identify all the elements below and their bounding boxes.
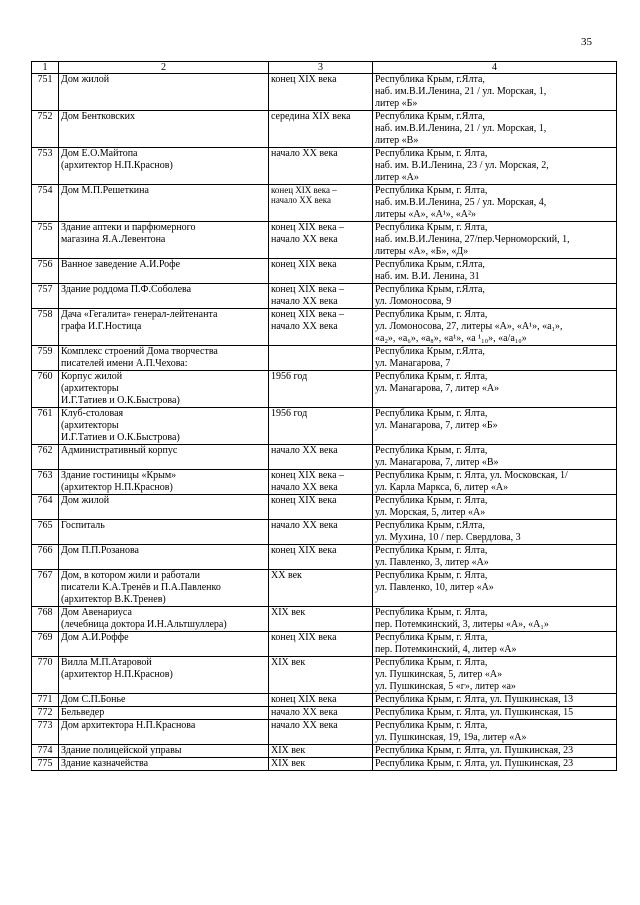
address-line: ул. Манагарова, 7, литер «Б» [375, 420, 498, 431]
period-cell [269, 745, 373, 758]
object-name-line: (архитекторы [61, 420, 119, 431]
object-name-cell [59, 371, 269, 408]
address-cell [373, 185, 617, 222]
object-name-cell [59, 470, 269, 495]
table-row [32, 720, 617, 745]
address-cell [373, 346, 617, 371]
header-cell: 4 [373, 62, 617, 74]
period-cell [269, 657, 373, 694]
period-cell [269, 185, 373, 222]
period-cell [269, 111, 373, 148]
period-cell [269, 707, 373, 720]
address-line: ул. Карла Маркса, 6, литер «А» [375, 482, 509, 493]
table-row [32, 694, 617, 707]
header-cell: 3 [269, 62, 373, 74]
object-name-line: Комплекс строений Дома творчества [61, 346, 218, 357]
object-name-line: писателей имени А.П.Чехова: [61, 358, 188, 369]
period-cell [269, 74, 373, 111]
row-number: 771 [32, 694, 59, 707]
address-line: Республика Крым, г.Ялта, [375, 111, 485, 122]
object-name-line: магазина Я.А.Левентона [61, 234, 166, 245]
period-cell [269, 720, 373, 745]
address-line: Республика Крым, г. Ялта, [375, 222, 488, 233]
table-row [32, 222, 617, 259]
address-line: Республика Крым, г. Ялта, ул. Пушкинская, 23 [375, 758, 574, 769]
monuments-table [31, 61, 617, 771]
period-cell [269, 445, 373, 470]
object-name-line: Корпус жилой [61, 371, 123, 382]
row-number: 774 [32, 745, 59, 758]
table-row [32, 632, 617, 657]
row-number: 773 [32, 720, 59, 745]
address-line: наб. им.В.И.Ленина, 27/пер.Черноморский, 1, [375, 234, 570, 245]
address-cell [373, 745, 617, 758]
row-number: 766 [32, 545, 59, 570]
object-name-line: Клуб-столовая [61, 408, 124, 419]
period-line: начало XX века [271, 520, 338, 531]
period-line: конец XIX века [271, 632, 337, 643]
object-name-cell [59, 222, 269, 259]
address-line: «а₂», «а₆», «а₈», «а¹», «а ¹₁₀», «а/а₁₀» [375, 333, 527, 344]
object-name-cell [59, 758, 269, 771]
object-name-cell [59, 545, 269, 570]
object-name-line: Дом С.П.Боньe [61, 694, 126, 705]
object-name-cell [59, 632, 269, 657]
period-cell [269, 694, 373, 707]
table-row [32, 408, 617, 445]
address-line: ул. Ломоносова, 9 [375, 296, 452, 307]
period-line: конец XIX века [271, 259, 337, 270]
address-cell [373, 545, 617, 570]
period-line: XIX век [271, 657, 306, 668]
period-line: конец XIX века [271, 74, 337, 85]
period-line: XX век [271, 570, 302, 581]
object-name-line: (архитектор В.К.Тренев) [61, 594, 166, 605]
object-name-line: Госпиталь [61, 520, 105, 531]
period-line: начало XX века [271, 445, 338, 456]
period-line: XIX век [271, 607, 306, 618]
object-name-line: Дом Авенариуса [61, 607, 132, 618]
object-name-cell [59, 607, 269, 632]
address-cell [373, 720, 617, 745]
address-line: литеры «А», «А¹», «А²» [375, 209, 477, 220]
header-cell: 2 [59, 62, 269, 74]
object-name-cell [59, 570, 269, 607]
object-name-line: И.Г.Татиев и О.К.Быстрова) [61, 432, 180, 443]
period-cell [269, 346, 373, 371]
row-number: 767 [32, 570, 59, 607]
object-name-cell [59, 111, 269, 148]
object-name-line: (архитектор Н.П.Краснов) [61, 669, 173, 680]
row-number: 753 [32, 148, 59, 185]
address-cell [373, 470, 617, 495]
address-line: Республика Крым, г. Ялта, ул. Пушкинская, 23 [375, 745, 574, 756]
object-name-cell [59, 259, 269, 284]
address-line: Республика Крым, г.Ялта, [375, 74, 485, 85]
address-line: наб. им.В.И.Ленина, 25 / ул. Морская, 4, [375, 197, 547, 208]
period-line: середина XIX века [271, 111, 351, 122]
object-name-line: (архитектор Н.П.Краснов) [61, 482, 173, 493]
object-name-cell [59, 148, 269, 185]
object-name-line: Административный корпус [61, 445, 178, 456]
address-line: литер «Б» [375, 98, 418, 109]
address-cell [373, 111, 617, 148]
period-line: 1956 год [271, 371, 308, 382]
period-cell [269, 259, 373, 284]
table-row [32, 545, 617, 570]
period-line: конец XIX века [271, 545, 337, 556]
object-name-line: Дом М.П.Решеткина [61, 185, 149, 196]
object-name-cell [59, 495, 269, 520]
object-name-cell [59, 694, 269, 707]
address-line: Республика Крым, г. Ялта, [375, 148, 488, 159]
address-line: наб. им. В.И. Ленина, 31 [375, 271, 480, 282]
table-row [32, 309, 617, 346]
address-cell [373, 694, 617, 707]
table-row [32, 495, 617, 520]
period-cell [269, 371, 373, 408]
period-line: начало XX века [271, 720, 338, 731]
period-line: начало XX века [271, 296, 338, 307]
object-name-line: Дом, в котором жили и работали [61, 570, 200, 581]
address-cell [373, 309, 617, 346]
address-line: Республика Крым, г. Ялта, [375, 545, 488, 556]
address-line: ул. Манагарова, 7, литер «В» [375, 457, 499, 468]
address-cell [373, 259, 617, 284]
address-line: наб. им.В.И.Ленина, 21 / ул. Морская, 1, [375, 86, 547, 97]
row-number: 770 [32, 657, 59, 694]
object-name-line: (архитекторы [61, 383, 119, 394]
row-number: 757 [32, 284, 59, 309]
period-cell [269, 408, 373, 445]
period-line: начало XX века [271, 321, 338, 332]
object-name-line: Здание роддома П.Ф.Соболева [61, 284, 192, 295]
address-line: Республика Крым, г.Ялта, [375, 284, 485, 295]
object-name-line: Здание казначейства [61, 758, 149, 769]
object-name-line: писатели К.А.Тренёв и П.А.Павленко [61, 582, 221, 593]
page-number: 35 [581, 36, 592, 48]
object-name-line: Дом П.П.Розанова [61, 545, 139, 556]
period-line: конец XIX века – [271, 470, 345, 481]
address-line: Республика Крым, г. Ялта, [375, 570, 488, 581]
object-name-line: Дом Бентковских [61, 111, 136, 122]
address-line: Республика Крым, г. Ялта, [375, 495, 488, 506]
object-name-line: Дом А.И.Роффе [61, 632, 129, 643]
object-name-cell [59, 346, 269, 371]
period-cell [269, 632, 373, 657]
object-name-cell [59, 185, 269, 222]
object-name-line: Здание гостиницы «Крым» [61, 470, 177, 481]
address-line: Республика Крым, г. Ялта, ул. Пушкинская, 13 [375, 694, 574, 705]
row-number: 772 [32, 707, 59, 720]
address-cell [373, 707, 617, 720]
row-number: 752 [32, 111, 59, 148]
object-name-cell [59, 284, 269, 309]
address-line: Республика Крым, г. Ялта, [375, 657, 488, 668]
address-cell [373, 570, 617, 607]
period-cell [269, 222, 373, 259]
object-name-line: Здание аптеки и парфюмерного [61, 222, 196, 233]
object-name-cell [59, 309, 269, 346]
object-name-line: (лечебница доктора И.Н.Альтшуллера) [61, 619, 227, 630]
period-cell [269, 570, 373, 607]
object-name-line: Бельведер [61, 707, 105, 718]
address-cell [373, 408, 617, 445]
address-line: Республика Крым, г. Ялта, [375, 632, 488, 643]
row-number: 756 [32, 259, 59, 284]
address-cell [373, 371, 617, 408]
address-line: ул. Павленко, 10, литер «А» [375, 582, 494, 593]
object-name-line: Ванное заведение А.И.Рофе [61, 259, 181, 270]
address-line: литеры «А», «Б», «Д» [375, 246, 469, 257]
address-line: Республика Крым, г.Ялта, [375, 259, 485, 270]
address-line: Республика Крым, г. Ялта, ул. Московская, 1/ [375, 470, 568, 481]
table-row [32, 445, 617, 470]
row-number: 751 [32, 74, 59, 111]
address-line: Республика Крым, г.Ялта, [375, 346, 485, 357]
row-number: 775 [32, 758, 59, 771]
object-name-cell [59, 445, 269, 470]
object-name-cell [59, 707, 269, 720]
table-row [32, 74, 617, 111]
period-line: конец XIX века – [271, 185, 337, 195]
row-number: 763 [32, 470, 59, 495]
row-number: 758 [32, 309, 59, 346]
period-line: XIX век [271, 758, 306, 769]
period-cell [269, 148, 373, 185]
table-row [32, 570, 617, 607]
address-line: ул. Манагарова, 7, литер «А» [375, 383, 500, 394]
object-name-line: Здание полицейской управы [61, 745, 182, 756]
object-name-cell [59, 720, 269, 745]
period-cell [269, 284, 373, 309]
address-line: ул. Ломоносова, 27, литеры «А», «А¹», «а₁», [375, 321, 563, 332]
object-name-line: (архитектор Н.П.Краснов) [61, 160, 173, 171]
period-line: конец XIX века [271, 694, 337, 705]
address-cell [373, 758, 617, 771]
address-line: Республика Крым, г. Ялта, [375, 309, 488, 320]
address-cell [373, 222, 617, 259]
row-number: 761 [32, 408, 59, 445]
table-row [32, 284, 617, 309]
address-line: литер «В» [375, 135, 419, 146]
address-line: ул. Павленко, 3, литер «А» [375, 557, 489, 568]
address-line: Республика Крым, г. Ялта, [375, 720, 488, 731]
address-line: Республика Крым, г. Ялта, [375, 408, 488, 419]
period-cell [269, 470, 373, 495]
period-cell [269, 545, 373, 570]
address-cell [373, 632, 617, 657]
header-cell: 1 [32, 62, 59, 74]
object-name-line: Дом жилой [61, 74, 110, 85]
address-line: наб. им.В.И.Ленина, 21 / ул. Морская, 1, [375, 123, 547, 134]
period-cell [269, 758, 373, 771]
object-name-line: Дом жилой [61, 495, 110, 506]
period-line: конец XIX века [271, 495, 337, 506]
period-line: конец XIX века – [271, 309, 345, 320]
object-name-cell [59, 408, 269, 445]
table-row [32, 745, 617, 758]
address-line: Республика Крым, г. Ялта, ул. Пушкинская, 15 [375, 707, 574, 718]
period-line: начало XX века [271, 707, 338, 718]
object-name-cell [59, 745, 269, 758]
table-row [32, 758, 617, 771]
address-cell [373, 74, 617, 111]
address-line: Республика Крым, г. Ялта, [375, 445, 488, 456]
address-cell [373, 607, 617, 632]
address-line: наб. им. В.И.Ленина, 23 / ул. Морская, 2, [375, 160, 549, 171]
period-line: начало XX века [271, 482, 338, 493]
table-row [32, 185, 617, 222]
period-line: начало XX века [271, 148, 338, 159]
object-name-line: Дача «Гегалита» генерал-лейтенанта [61, 309, 218, 320]
row-number: 762 [32, 445, 59, 470]
address-line: ул. Морская, 5, литер «А» [375, 507, 486, 518]
table-row [32, 346, 617, 371]
address-line: ул. Пушкинская, 5 «г», литер «а» [375, 681, 516, 692]
table-row [32, 520, 617, 545]
period-cell [269, 520, 373, 545]
address-cell [373, 520, 617, 545]
period-cell [269, 495, 373, 520]
period-line: 1956 год [271, 408, 308, 419]
period-line: начало XX века [271, 195, 331, 205]
object-name-line: Дом архитектора Н.П.Краснова [61, 720, 196, 731]
address-line: пер. Потемкинский, 3, литеры «А», «А₁» [375, 619, 549, 630]
table-row [32, 371, 617, 408]
table-header-row [32, 62, 617, 74]
address-line: ул. Пушкинская, 19, 19а, литер «А» [375, 732, 527, 743]
period-line: начало XX века [271, 234, 338, 245]
period-line: XIX век [271, 745, 306, 756]
table-row [32, 707, 617, 720]
object-name-line: Вилла М.П.Атаровой [61, 657, 152, 668]
period-line: конец XIX века – [271, 284, 345, 295]
table-row [32, 259, 617, 284]
period-cell [269, 607, 373, 632]
row-number: 759 [32, 346, 59, 371]
address-line: Республика Крым, г. Ялта, [375, 185, 488, 196]
address-line: ул. Пушкинская, 5, литер «А» [375, 669, 503, 680]
row-number: 754 [32, 185, 59, 222]
row-number: 760 [32, 371, 59, 408]
row-number: 768 [32, 607, 59, 632]
row-number: 765 [32, 520, 59, 545]
table-row [32, 657, 617, 694]
object-name-line: Дом Е.О.Майтопа [61, 148, 138, 159]
object-name-cell [59, 520, 269, 545]
period-line: конец XIX века – [271, 222, 345, 233]
row-number: 764 [32, 495, 59, 520]
address-line: Республика Крым, г. Ялта, [375, 371, 488, 382]
table-row [32, 111, 617, 148]
address-cell [373, 495, 617, 520]
object-name-line: И.Г.Татиев и О.К.Быстрова) [61, 395, 180, 406]
table-row [32, 607, 617, 632]
address-line: Республика Крым, г. Ялта, [375, 607, 488, 618]
period-cell [269, 309, 373, 346]
address-cell [373, 148, 617, 185]
address-line: ул. Манагарова, 7 [375, 358, 451, 369]
address-line: ул. Мухина, 10 / пер. Свердлова, 3 [375, 532, 521, 543]
address-line: литер «А» [375, 172, 419, 183]
address-cell [373, 445, 617, 470]
address-line: пер. Потемкинский, 4, литер «А» [375, 644, 517, 655]
table-row [32, 148, 617, 185]
row-number: 755 [32, 222, 59, 259]
object-name-cell [59, 657, 269, 694]
object-name-line: графа И.Г.Ностица [61, 321, 142, 332]
table-row [32, 470, 617, 495]
address-cell [373, 284, 617, 309]
address-line: Республика Крым, г.Ялта, [375, 520, 485, 531]
row-number: 769 [32, 632, 59, 657]
address-cell [373, 657, 617, 694]
object-name-cell [59, 74, 269, 111]
